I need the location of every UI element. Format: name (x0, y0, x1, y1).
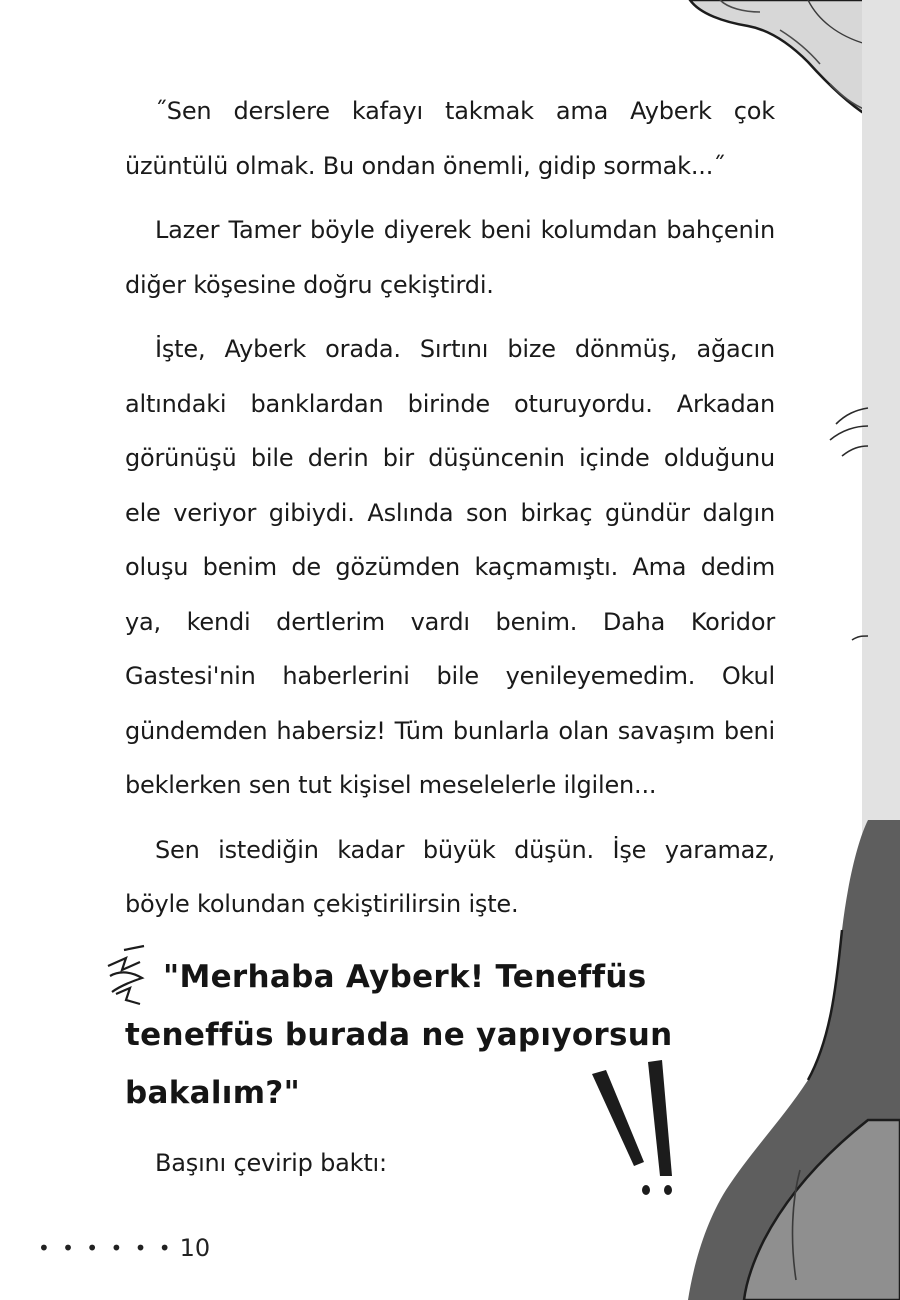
shout-dialogue: "Merhaba Ayberk! Teneffüs teneffüs burada ne yapıyorsun bakalım?" (125, 958, 673, 1111)
page-footer (38, 1232, 210, 1264)
closing-line: Başını çevirip baktı: (155, 1148, 387, 1177)
paragraph-4: Sen istediğin kadar büyük düşün. İşe yaramaz, böyle kolundan çekiştirilirsin işte. (125, 835, 775, 918)
story-text (125, 84, 775, 1190)
paragraph-3: İşte, Ayberk orada. Sırtını bize dönmüş, ağacın altındaki banklardan birinde oturuyordu. Arkadan görünüşü bile derin bir düşüncenin içinde olduğunu ele veriyor gibiydi. Aslında son birkaç gündür dalgın oluşu benim de gözümden kaçmamıştı. Ama dedim ya, kendi dertlerim vardı benim. Daha Koridor Gastesi'nin haberlerini bile yenileyemedim. Okul gündemden habersiz! Tüm bunlarla olan savaşım beni beklerken sen tut kişisel meselelerle ilgilen... (125, 335, 775, 799)
paragraph-1: ˝Sen derslere kafayı takmak ama Ayberk çok üzüntülü olmak. Bu ondan önemli, gidip sormak...˝ (125, 97, 775, 180)
page-number: 10 (179, 1234, 211, 1262)
footer-dots: • • • • • • (38, 1236, 174, 1260)
paragraph-2: Lazer Tamer böyle diyerek beni kolumdan bahçenin diğer köşesine doğru çekiştirdi. (125, 216, 775, 299)
